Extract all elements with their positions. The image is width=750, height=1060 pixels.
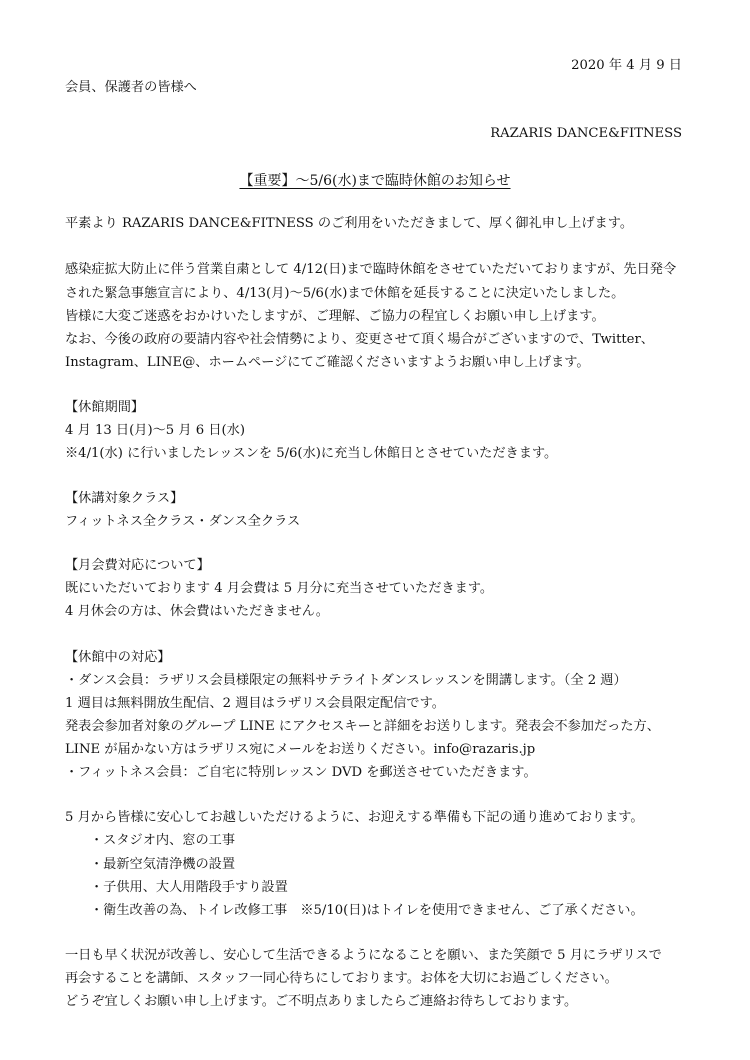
notice-title (0, 170, 750, 192)
greeting: 平素より RAZARIS DANCE&FITNESS のご利用をいただきまして、厚く御礼申し上げます。 (65, 216, 634, 231)
may-item: ・子供用、大人用階段手すり設置 (90, 880, 288, 895)
fees-heading: 【月会費対応について】 (65, 558, 210, 573)
intro-line: なお、今後の政府の要請内容や社会情勢により、変更させて頂く場合がございますので、Twitter、 (65, 332, 654, 347)
during-line: 1 週目は無料開放生配信、2 週目はラザリス会員限定配信です。 (65, 696, 445, 711)
intro-line: 感染症拡大防止に伴う営業自粛として 4/12(日)まで臨時休館をさせていただいておりますが、先日発令 (65, 262, 677, 277)
closing-line: 一日も早く状況が改善し、安心して生活できるようになることを願い、また笑顔で 5 月にラザリスで (65, 948, 662, 963)
closure-period-heading: 【休館期間】 (65, 400, 145, 415)
closing-line: 再会することを講師、スタッフ一同心待ちにしております。お体を大切にお過ごしください。 (65, 971, 618, 986)
fees-line: 4 月休会の方は、休会費はいただきません。 (65, 604, 329, 619)
may-item: ・衛生改善の為、トイレ改修工事 ※5/10(日)はトイレを使用できません、ご了承ください。 (90, 903, 644, 918)
during-line: ・フィットネス会員：ご自宅に特別レッスン DVD を郵送させていただきます。 (65, 765, 537, 780)
intro-line: された緊急事態宣言により、4/13(月)～5/6(水)まで休館を延長することに決定いたしました。 (65, 286, 625, 301)
during-line: 発表会参加者対象のグループ LINE にアクセスキーと詳細をお送りします。発表会不参加だった方、 (65, 719, 660, 734)
classes-text: フィットネス全クラス・ダンス全クラス (65, 514, 301, 529)
fees-line: 既にいただいております 4 月会費は 5 月分に充当させていただきます。 (65, 581, 494, 596)
intro-line: 皆様に大変ご迷惑をおかけいたしますが、ご理解、ご協力の程宜しくお願い申し上げます。 (65, 309, 605, 324)
closure-period-note: ※4/1(水) に行いましたレッスンを 5/6(水)に充当し休館日とさせていただきます。 (65, 446, 558, 461)
notice-title-text: 【重要】～5/6(水)まで臨時休館のお知らせ (239, 173, 511, 189)
during-line: LINE が届かない方はラザリス宛にメールをお送りください。info@razaris.jp (65, 742, 536, 757)
may-item: ・スタジオ内、窓の工事 (90, 833, 236, 848)
classes-heading: 【休講対象クラス】 (65, 491, 184, 506)
closure-period-dates: 4 月 13 日(月)～5 月 6 日(水) (65, 423, 245, 438)
addressee: 会員、保護者の皆様へ (65, 80, 197, 95)
may-intro: 5 月から皆様に安心してお越しいただけるように、お迎えする準備も下記の通り進めております。 (65, 810, 644, 825)
during-line: ・ダンス会員：ラザリス会員様限定の無料サテライトダンスレッスンを開講します。（全 2 週） (65, 673, 627, 688)
document-date: 2020 年 4 月 9 日 (571, 58, 682, 73)
sender-name: RAZARIS DANCE&FITNESS (490, 126, 682, 141)
may-item: ・最新空気清浄機の設置 (90, 857, 236, 872)
closing-line: どうぞ宜しくお願い申し上げます。ご不明点ありましたらご連絡お待ちしております。 (65, 994, 578, 1009)
intro-line: Instagram、LINE@、ホームページにてご確認くださいますようお願い申し上げます。 (65, 355, 590, 370)
during-heading: 【休館中の対応】 (65, 650, 171, 665)
